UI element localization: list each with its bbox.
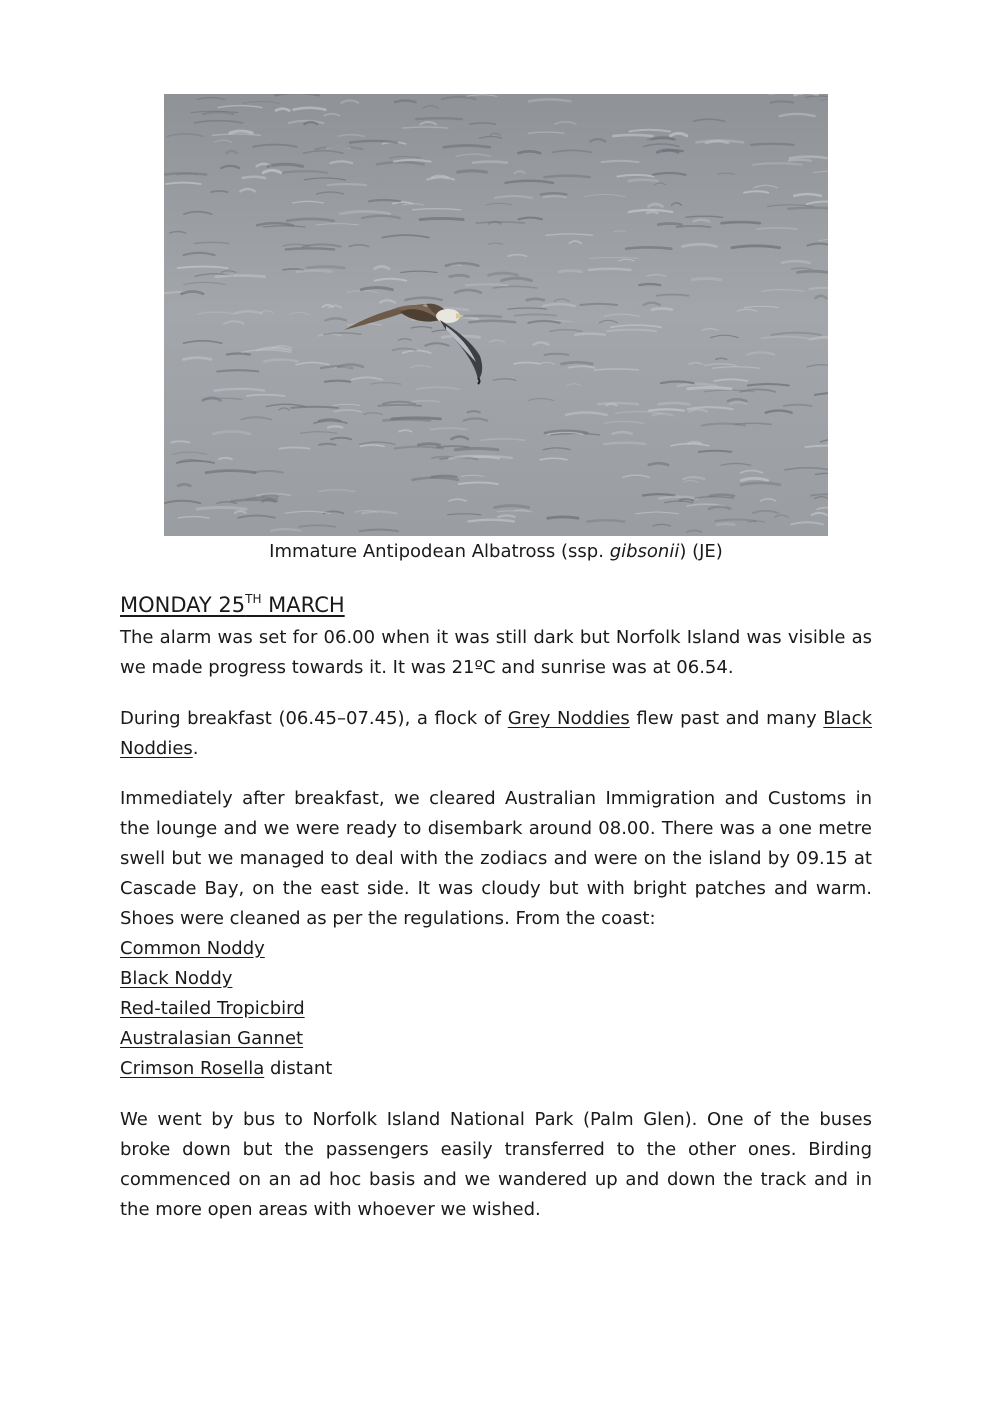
paragraph-disembark <box>120 784 872 1084</box>
bird-name: Red-tailed Tropicbird <box>120 998 305 1019</box>
heading-ordinal: TH <box>245 592 262 606</box>
coast-bird-list <box>120 934 872 1084</box>
bird-name: Crimson Rosella <box>120 1058 265 1079</box>
bird-name: Black Noddy <box>120 968 233 989</box>
breakfast-text-end: . <box>192 738 199 759</box>
day-heading <box>120 590 345 620</box>
breakfast-text-middle: flew past and many <box>629 708 824 729</box>
paragraph-alarm-text: The alarm was set for 06.00 when it was still dark but Norfolk Island was visible as we made progress towards it. It was 21ºC and sunrise was at 06.54. <box>120 627 872 678</box>
list-item <box>120 994 872 1024</box>
sea-with-albatross-image <box>164 94 828 536</box>
heading-month: MARCH <box>261 593 345 617</box>
photo-caption <box>0 539 992 565</box>
bird-black-noddies: Black Noddies <box>120 708 872 759</box>
paragraph-alarm <box>120 623 872 683</box>
bird-note: distant <box>264 1058 333 1079</box>
breakfast-text-start: During breakfast (06.45–07.45), a flock of <box>120 708 508 729</box>
caption-suffix: ) (JE) <box>679 541 723 562</box>
bird-grey-noddies: Grey Noddies <box>507 708 630 729</box>
bird-name: Common Noddy <box>120 938 265 959</box>
heading-day: MONDAY 25 <box>120 593 246 617</box>
paragraph-national-park-text: We went by bus to Norfolk Island National Park (Palm Glen). One of the buses broke down but the passengers easily transferred to the other ones. Birding commenced on an ad hoc basis and we wandered up and down the track and in the more open areas with whoever we wished. <box>120 1109 872 1220</box>
caption-prefix: Immature Antipodean Albatross (ssp. <box>269 541 610 562</box>
list-item <box>120 1054 872 1084</box>
paragraph-breakfast <box>120 704 872 764</box>
list-item <box>120 1024 872 1054</box>
albatross-photo <box>164 94 828 536</box>
caption-subspecies: gibsonii <box>609 541 680 562</box>
list-item <box>120 934 872 964</box>
bird-name: Australasian Gannet <box>120 1028 304 1049</box>
paragraph-national-park <box>120 1105 872 1225</box>
list-item <box>120 964 872 994</box>
paragraph-disembark-text: Immediately after breakfast, we cleared Australian Immigration and Customs in the lounge and we were ready to disembark around 08.00. There was a one metre swell but we managed to deal with the zodiacs and were on the island by 09.15 at Cascade Bay, on the east side. It was cloudy but with bright patches and warm. Shoes were cleaned as per the regulations. From the coast: <box>120 788 872 929</box>
